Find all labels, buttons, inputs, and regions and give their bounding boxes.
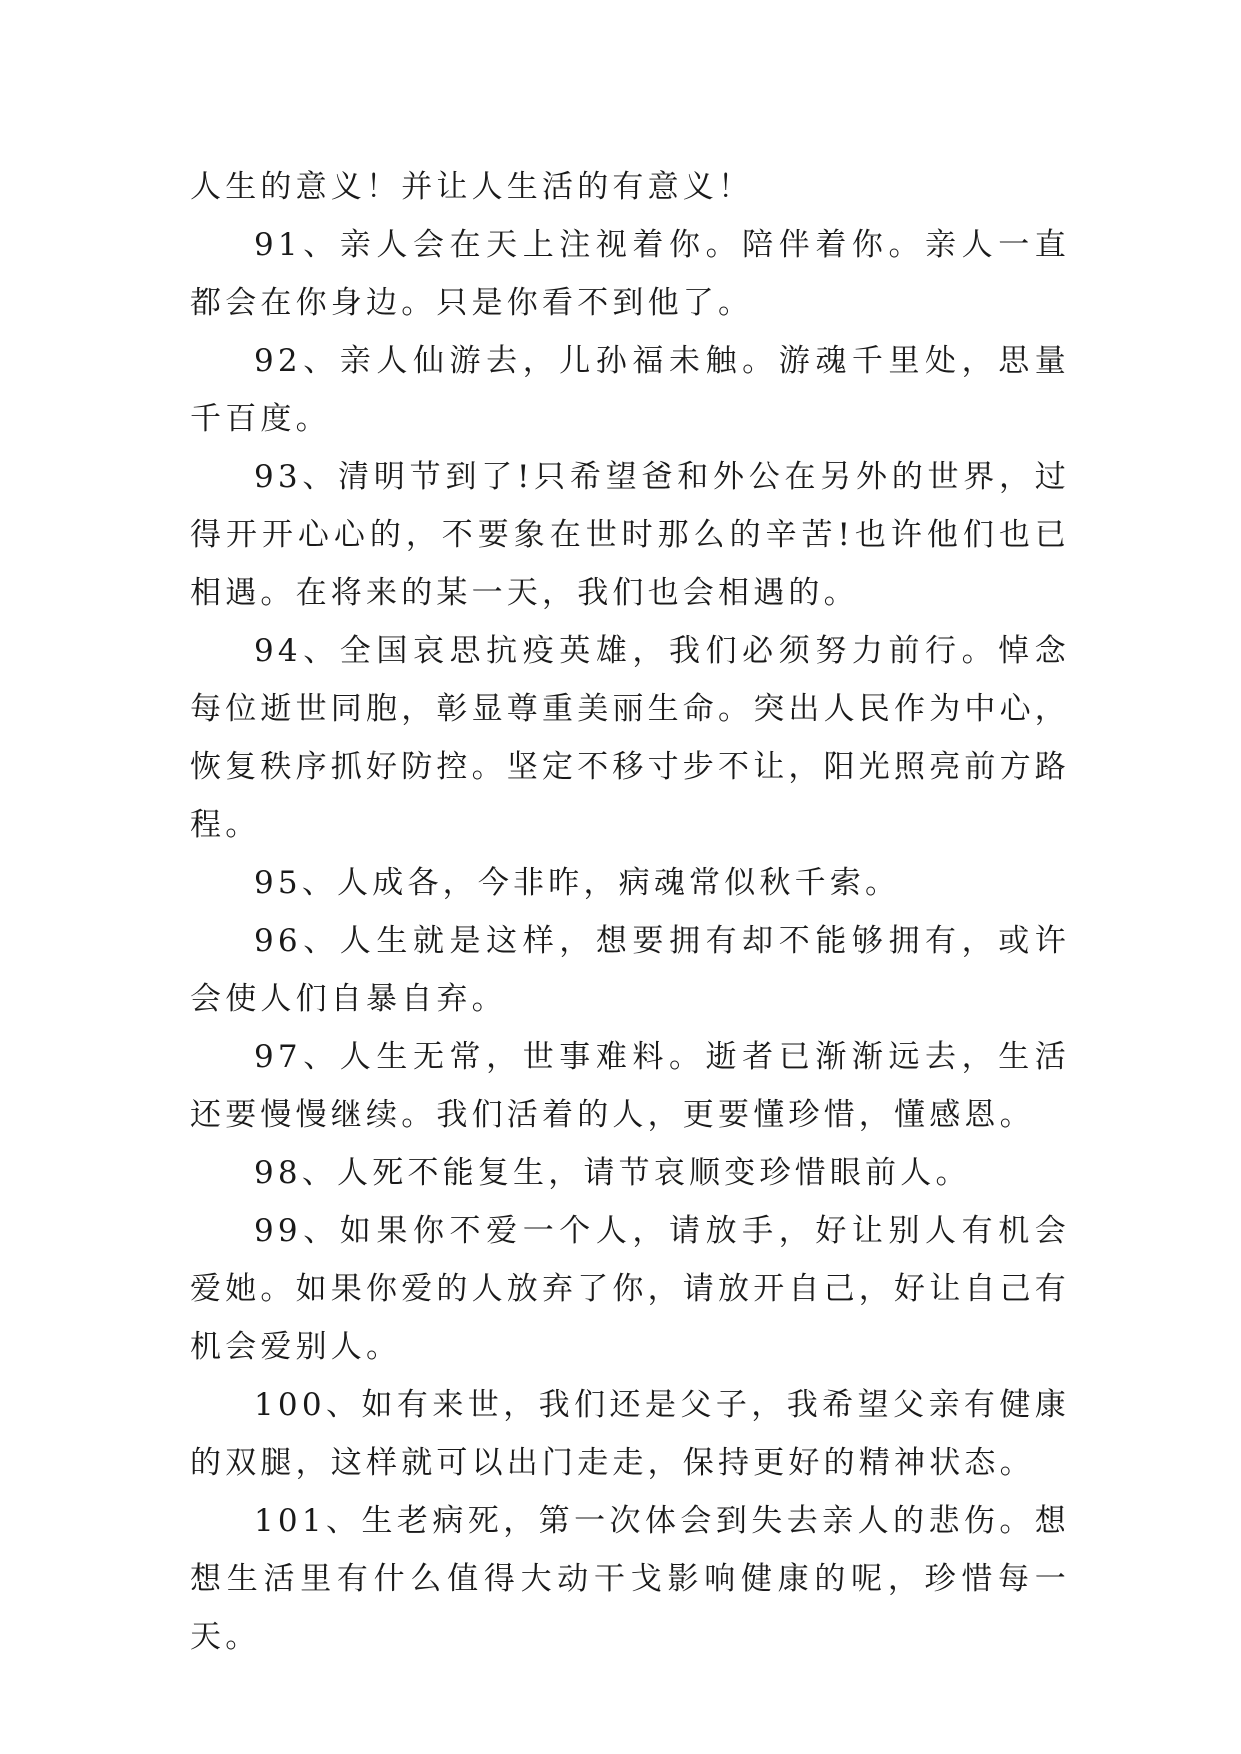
paragraph-95: 95、人成各，今非昨，病魂常似秋千索。	[254, 865, 901, 901]
paragraph-101: 101、生老病死，第一次体会到失去亲人的悲伤。想想生活里有什么值得大动干戈影响健康的呢，珍惜每一天。	[190, 1503, 1070, 1655]
paragraph-97: 97、人生无常，世事难料。逝者已渐渐远去，生活还要慢慢继续。我们活着的人，更要懂珍惜，懂感恩。	[190, 1039, 1070, 1133]
paragraph-91: 91、亲人会在天上注视着你。陪伴着你。亲人一直都会在你身边。只是你看不到他了。	[190, 227, 1070, 321]
paragraph-99: 99、如果你不爱一个人，请放手，好让别人有机会爱她。如果你爱的人放弃了你，请放开自己，好让自己有机会爱别人。	[190, 1213, 1070, 1365]
paragraph-100: 100、如有来世，我们还是父子，我希望父亲有健康的双腿，这样就可以出门走走，保持更好的精神状态。	[190, 1387, 1070, 1481]
paragraph-96: 96、人生就是这样，想要拥有却不能够拥有，或许会使人们自暴自弃。	[190, 923, 1070, 1017]
paragraph-94: 94、全国哀思抗疫英雄，我们必须努力前行。悼念每位逝世同胞，彰显尊重美丽生命。突出人民作为中心，恢复秩序抓好防控。坚定不移寸步不让，阳光照亮前方路程。	[190, 633, 1070, 843]
paragraph-intro: 人生的意义！并让人生活的有意义！	[190, 169, 754, 205]
paragraph-93: 93、清明节到了!只希望爸和外公在另外的世界，过得开开心心的，不要象在世时那么的辛苦!也许他们也已相遇。在将来的某一天，我们也会相遇的。	[190, 459, 1070, 611]
document-body	[190, 158, 1070, 1666]
paragraph-92: 92、亲人仙游去，儿孙福未触。游魂千里处，思量千百度。	[190, 343, 1070, 437]
paragraph-98: 98、人死不能复生，请节哀顺变珍惜眼前人。	[254, 1155, 971, 1191]
